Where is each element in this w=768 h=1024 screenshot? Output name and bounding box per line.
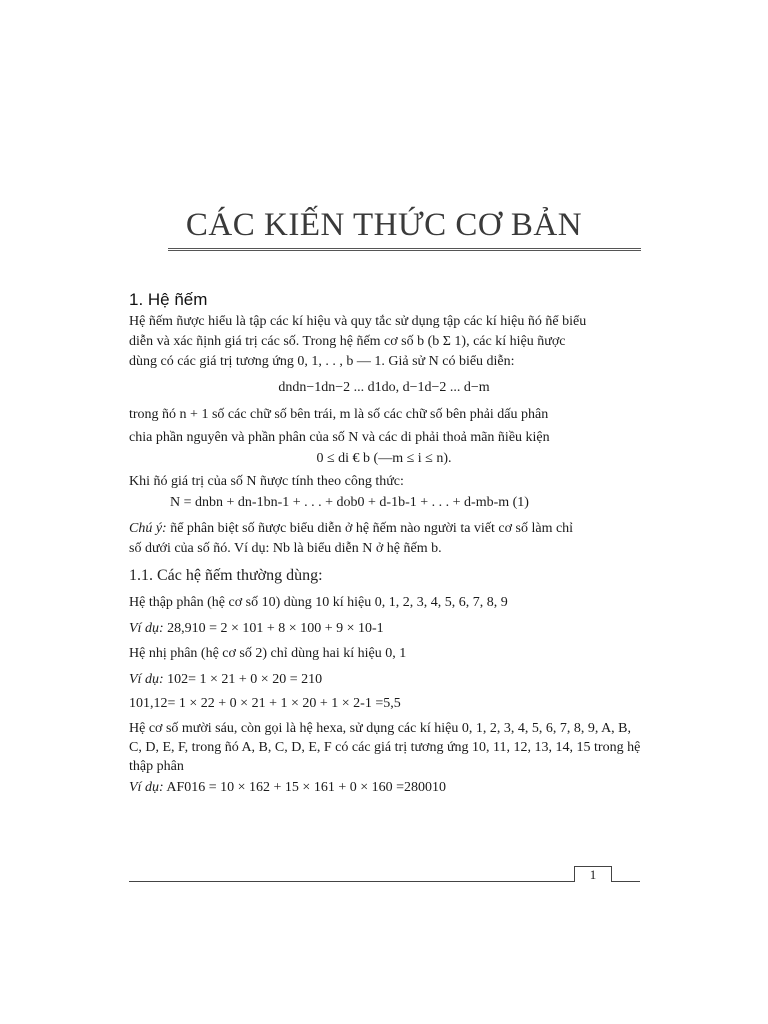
example-label: Ví dụ: (129, 621, 164, 636)
example-text: 102= 1 × 21 + 0 × 20 = 210 (163, 672, 323, 687)
footer-rule (129, 881, 640, 882)
page-title: CÁC KIẾN THỨC CƠ BẢN (185, 207, 583, 243)
note-text: ñể phân biệt số ñược biểu diễn ở hệ ñếm nào người ta viết cơ số làm chỉ (166, 521, 574, 536)
hex-description: Hệ cơ số mười sáu, còn gọi là hệ hexa, sử dụng các kí hiệu 0, 1, 2, 3, 4, 5, 6, 7, 8, 9, A, B, C, D, E, F, trong ñó A, B, C, D, E, F có các giá trị tương ứng 10, 11, 12, 13, 14, 15 trong hệ thập phân (129, 721, 641, 774)
value-formula: N = dnbn + dn-1bn-1 + . . . + dob0 + d-1b-1 + . . . + d-mb-m (1) (170, 495, 529, 510)
paragraph-line: dùng có các giá trị tương ứng 0, 1, . . , b — 1. Giả sử N có biểu diễn: (129, 354, 515, 369)
paragraph-line: Khi ñó giá trị của số N ñược tính theo công thức: (129, 474, 404, 489)
decimal-example (129, 619, 384, 639)
note-line (129, 519, 573, 539)
note-line: số dưới của số ñó. Ví dụ: Nb là biểu diễn N ở hệ ñếm b. (129, 541, 442, 556)
representation-formula: dndn−1dn−2 ... d1do, d−1d−2 ... d−m (278, 380, 490, 395)
binary-description: Hệ nhị phân (hệ cơ số 2) chỉ dùng hai kí hiệu 0, 1 (129, 646, 407, 661)
title-underline (168, 248, 641, 253)
example-label: Ví dụ: (129, 780, 164, 795)
subsection-heading: 1.1. Các hệ ñếm thường dùng: (129, 567, 323, 584)
note-label: Chú ý: (129, 521, 167, 536)
decimal-description: Hệ thập phân (hệ cơ số 10) dùng 10 kí hiệu 0, 1, 2, 3, 4, 5, 6, 7, 8, 9 (129, 595, 508, 610)
binary-example: 101,12= 1 × 22 + 0 × 21 + 1 × 20 + 1 × 2-1 =5,5 (129, 696, 401, 711)
paragraph-line: trong ñó n + 1 số các chữ số bên trái, m là số các chữ số bên phải dấu phân (129, 407, 549, 422)
hex-example (129, 778, 446, 798)
paragraph-line: diễn và xác ñịnh giá trị các số. Trong hệ ñếm cơ số b (b Σ 1), các kí hiệu ñược (129, 334, 566, 349)
paragraph-line: Hệ ñếm ñược hiểu là tập các kí hiệu và quy tắc sử dụng tập các kí hiệu ñó ñể biểu (129, 314, 587, 329)
paragraph-line: chia phần nguyên và phần phân của số N và các di phải thoả mãn ñiều kiện (129, 430, 550, 445)
page-number: 1 (574, 866, 612, 882)
condition-formula: 0 ≤ di € b (—m ≤ i ≤ n). (316, 451, 452, 466)
example-label: Ví dụ: (129, 672, 164, 687)
section-heading: 1. Hệ ñếm (129, 290, 208, 309)
binary-example (129, 670, 322, 690)
example-text: AF016 = 10 × 162 + 15 × 161 + 0 × 160 =280010 (163, 780, 447, 795)
example-text: 28,910 = 2 × 101 + 8 × 100 + 9 × 10-1 (163, 621, 384, 636)
